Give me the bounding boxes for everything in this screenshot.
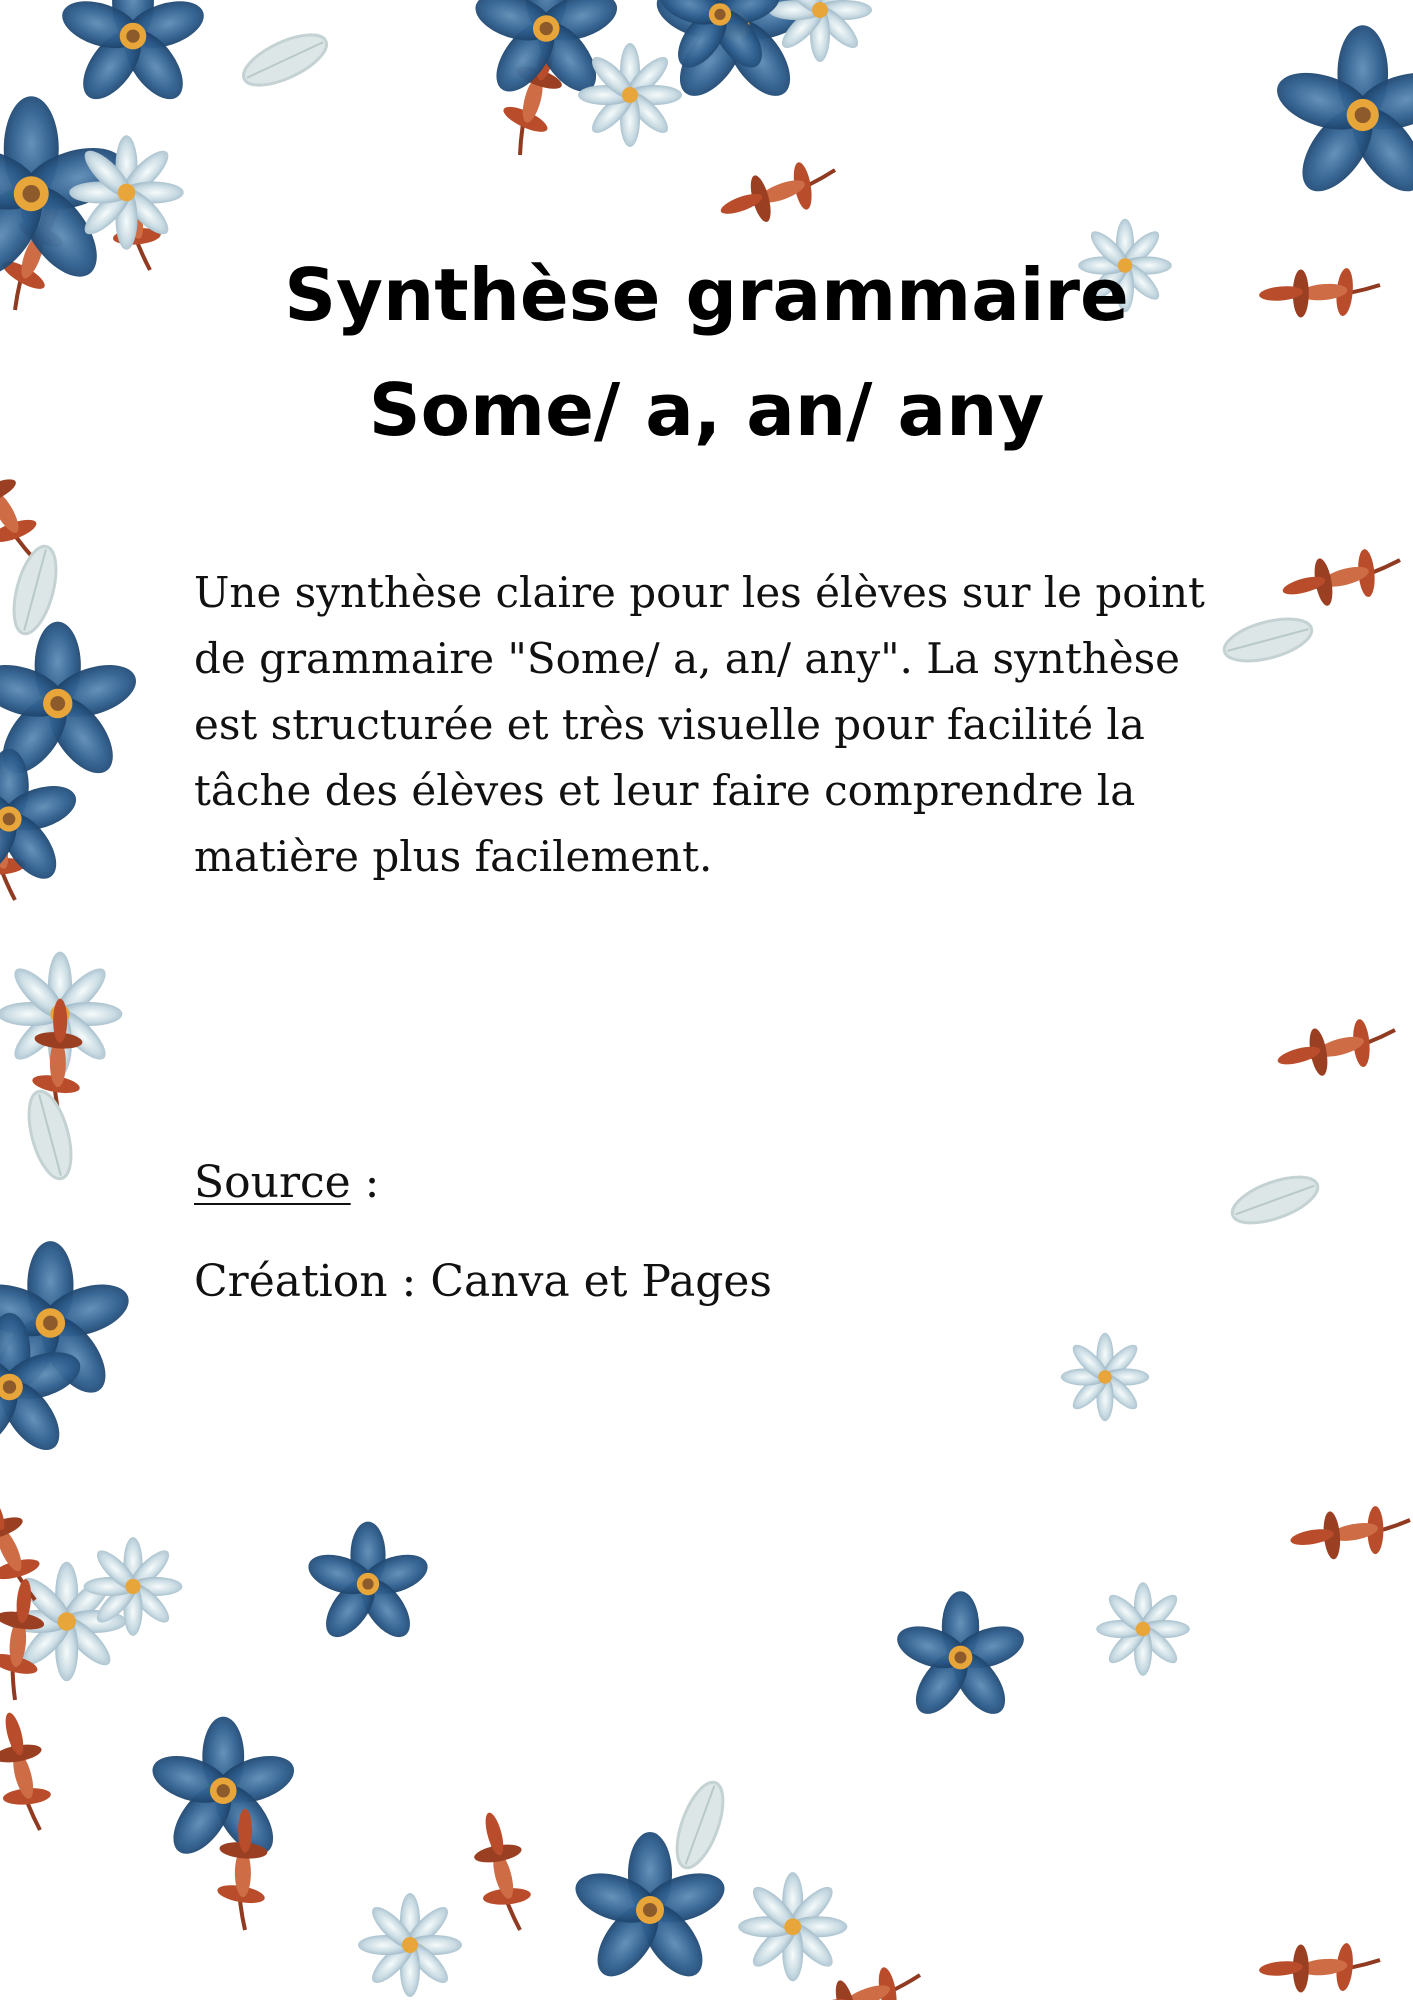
creation-credit: Création : Canva et Pages bbox=[194, 1256, 773, 1307]
title-line-1: Synthèse grammaire bbox=[284, 253, 1129, 337]
source-label: Source bbox=[194, 1157, 351, 1208]
description-paragraph: Une synthèse claire pour les élèves sur le point de grammaire "Some/ a, an/ any". La synthèse est structurée et très visuelle pour facilité la tâche des élèves et leur faire comprendre la matière plus facilement. bbox=[194, 568, 1205, 881]
title-line-2: Some/ a, an/ any bbox=[368, 368, 1045, 452]
source-line bbox=[194, 1153, 380, 1213]
document-title bbox=[0, 238, 1413, 468]
source-separator: : bbox=[350, 1157, 380, 1208]
